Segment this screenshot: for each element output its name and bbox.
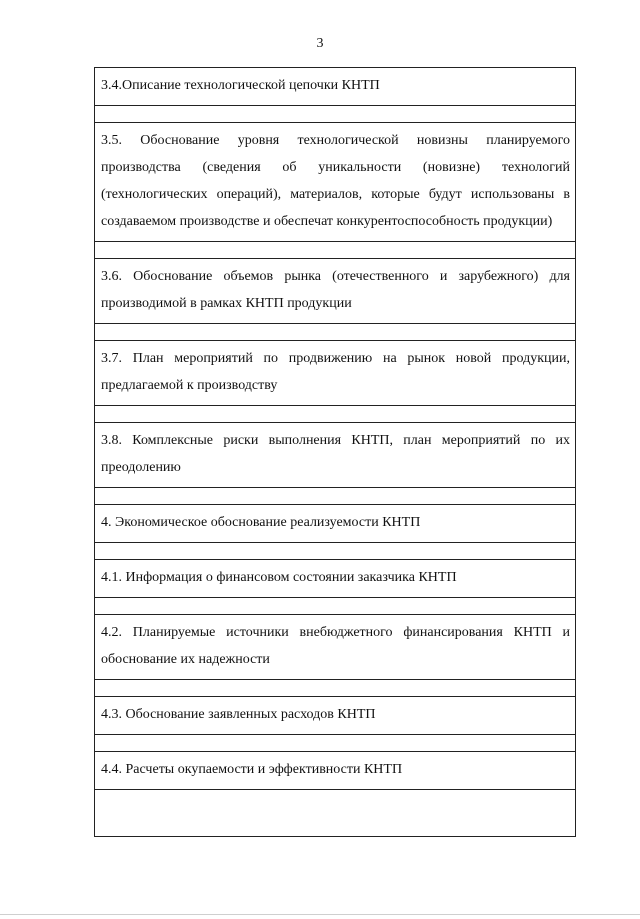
section-answer-cell[interactable] (95, 324, 576, 341)
section-heading-row (95, 752, 576, 790)
form-table-body (95, 68, 576, 837)
page-number: 3 (316, 36, 324, 51)
section-heading-row (95, 505, 576, 543)
section-answer-row (95, 242, 576, 259)
section-answer-cell[interactable] (95, 680, 576, 697)
section-heading-row (95, 259, 576, 324)
section-answer-cell[interactable] (95, 735, 576, 752)
section-answer-cell[interactable] (95, 106, 576, 123)
section-heading: 4.2. Планируемые источники внебюджетного финансирования КНТП и обоснование их надежности (95, 615, 576, 680)
section-heading: 3.8. Комплексные риски выполнения КНТП, план мероприятий по их преодолению (95, 423, 576, 488)
section-answer-row (95, 324, 576, 341)
section-heading-row (95, 615, 576, 680)
section-heading-row (95, 68, 576, 106)
form-table (94, 67, 576, 837)
section-answer-row (95, 790, 576, 837)
section-answer-row (95, 106, 576, 123)
section-answer-row (95, 406, 576, 423)
section-heading: 4. Экономическое обоснование реализуемости КНТП (95, 505, 576, 543)
section-heading: 4.1. Информация о финансовом состоянии заказчика КНТП (95, 560, 576, 598)
section-heading-row (95, 123, 576, 242)
section-answer-row (95, 735, 576, 752)
section-answer-cell[interactable] (95, 406, 576, 423)
section-heading-row (95, 560, 576, 598)
section-heading: 3.6. Обоснование объемов рынка (отечественного и зарубежного) для производимой в рамках КНТП продукции (95, 259, 576, 324)
section-answer-cell[interactable] (95, 543, 576, 560)
section-heading-row (95, 341, 576, 406)
section-answer-row (95, 543, 576, 560)
section-heading-row (95, 697, 576, 735)
section-answer-cell[interactable] (95, 488, 576, 505)
section-answer-cell[interactable] (95, 598, 576, 615)
section-answer-row (95, 488, 576, 505)
section-heading-row (95, 423, 576, 488)
section-heading: 3.4.Описание технологической цепочки КНТП (95, 68, 576, 106)
section-heading: 3.5. Обоснование уровня технологической новизны планируемого производства (сведения об уникальности (новизне) технологий (технологических операций), материалов, которые будут использованы в создаваемом производстве и обеспечат конкурентоспособность продукции) (95, 123, 576, 242)
section-answer-cell[interactable] (95, 242, 576, 259)
scan-edge-line (0, 914, 640, 915)
section-answer-row (95, 598, 576, 615)
section-answer-cell[interactable] (95, 790, 576, 837)
section-heading: 4.3. Обоснование заявленных расходов КНТП (95, 697, 576, 735)
section-answer-row (95, 680, 576, 697)
section-heading: 3.7. План мероприятий по продвижению на рынок новой продукции, предлагаемой к производству (95, 341, 576, 406)
section-heading: 4.4. Расчеты окупаемости и эффективности КНТП (95, 752, 576, 790)
